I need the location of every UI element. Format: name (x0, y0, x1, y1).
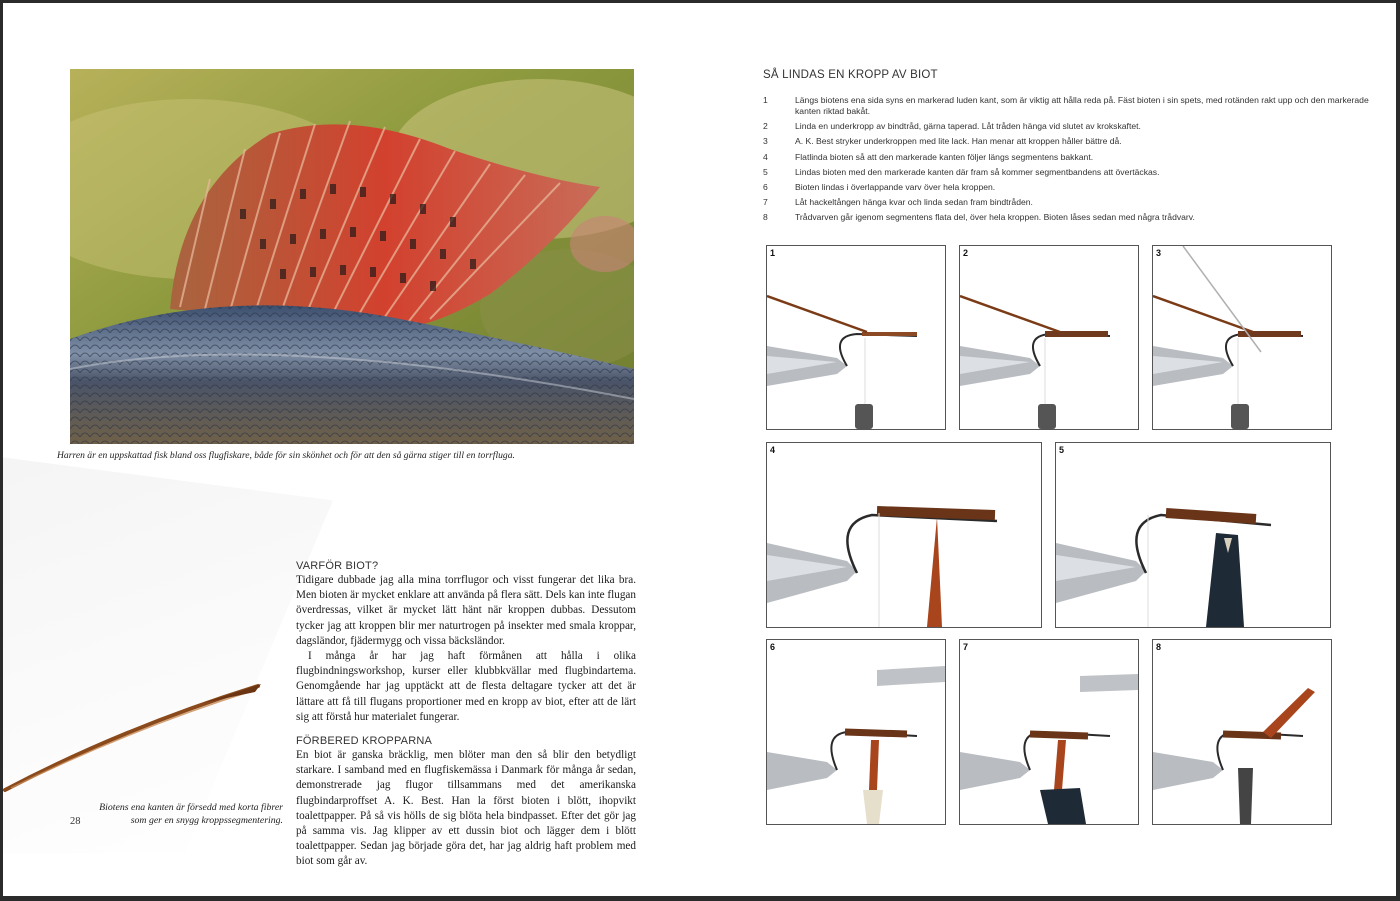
photo-caption: Harren är en uppskattad fisk bland oss flugfiskare, både för sin skönhet och för att den så gärna stiger till en torrfluga. (57, 450, 515, 461)
step-photo-8: 8 (1152, 639, 1332, 825)
grayling-fin-photo (70, 69, 634, 444)
body-paragraph: Tidigare dubbade jag alla mina torrflugor och visst fungerar det lika bra. Men bioten är mycket enklare att använda på flera sätt. Dels kan inte flugan överdressas, vilket är mycket lätt hänt när kroppen dubbas. Dessutom tycker jag att kroppen blir mer naturtrogen på insekter med smala kroppar, dagsländor, fjädermygg och vissa bäcksländor. (296, 574, 636, 647)
step-photo-5: 5 (1055, 442, 1331, 628)
section-heading-why-biot: VARFÖR BIOT? (296, 560, 379, 572)
step-item: 4 Flatlinda bioten så att den markerade kanten följer längs segmentens bakkant. (763, 151, 1094, 162)
steps-list (763, 95, 1383, 228)
step-photo-1: 1 (766, 245, 946, 430)
step-item: 3 A. K. Best stryker underkroppen med lite lack. Han menar att kroppen håller bättre då. (763, 136, 1122, 147)
step-item: 6 Bioten lindas i överlappande varv över hela kroppen. (763, 181, 996, 192)
steps-title: SÅ LINDAS EN KROPP AV BIOT (763, 69, 938, 81)
step-photo-3: 3 (1152, 245, 1332, 430)
step-photo-2: 2 (959, 245, 1139, 430)
step-item: 5 Lindas bioten med den markerade kanten där fram så kommer segmentbandens att övertäckas. (763, 166, 1160, 177)
biot-caption: Biotens ena kanten är försedd med korta fibrer som ger en snygg kroppssegmentering. (99, 802, 283, 826)
biot-feather-image (3, 678, 268, 798)
section-heading-prepare-bodies: FÖRBERED KROPPARNA (296, 735, 433, 748)
body-paragraph: En biot är ganska bräcklig, men blöter man den så blir den betydligt starkare. I samband med en flugfiskemässa i Danmark för många år sedan, demonstrerade jag flugor tillsammans med det amerikanska flugbindarproffset A. K. Best. Han la först bioten i blött, ihopvikt toalettpapper. På så vis hölls de sig blöta hela bindpasset. Efter det gör jag på samma vis. Jag klipper av ett dussin biot och lägger dem i blött toalettpapper. Sedan jag började göra det, har jag aldrig haft problem med biot som går av. (296, 749, 636, 868)
step-photo-6: 6 (766, 639, 946, 825)
book-spread (3, 3, 1396, 896)
step-photo-7: 7 (959, 639, 1139, 825)
step-item: 8 Trådvarven går igenom segmentens flata del, över hela kroppen. Bioten låses sedan med några trådvarv. (763, 212, 1195, 223)
article-text-column (296, 559, 636, 870)
step-photo-4: 4 (766, 442, 1042, 628)
step-item: 2 Linda en underkropp av bindtråd, gärna taperad. Låt tråden hänga vid slutet av krokskaftet. (763, 121, 1141, 132)
left-page (3, 3, 700, 896)
right-page (700, 3, 1396, 896)
step-item: 1 Längs biotens ena sida syns en markerad luden kant, som är viktig att hålla reda på. Fäst bioten i sin spets, med rotänden rakt upp och den markerade kanten riktad bakåt. (763, 95, 1369, 116)
step-item: 7 Låt hackeltången hänga kvar och linda sedan fram bindtråden. (763, 197, 1033, 208)
body-paragraph: I många år har jag haft förmånen att hålla i olika flugbindningsworkshop, kurser eller klubbkvällar med flugbindartema. Genomgående har jag upptäckt att de flesta deltagare tycker att det är lättare att få till flugans proportioner med en kropp av biot, efter att de lärt sig att förstå hur materialet fungerar. (296, 650, 636, 723)
page-number: 28 (70, 816, 81, 827)
